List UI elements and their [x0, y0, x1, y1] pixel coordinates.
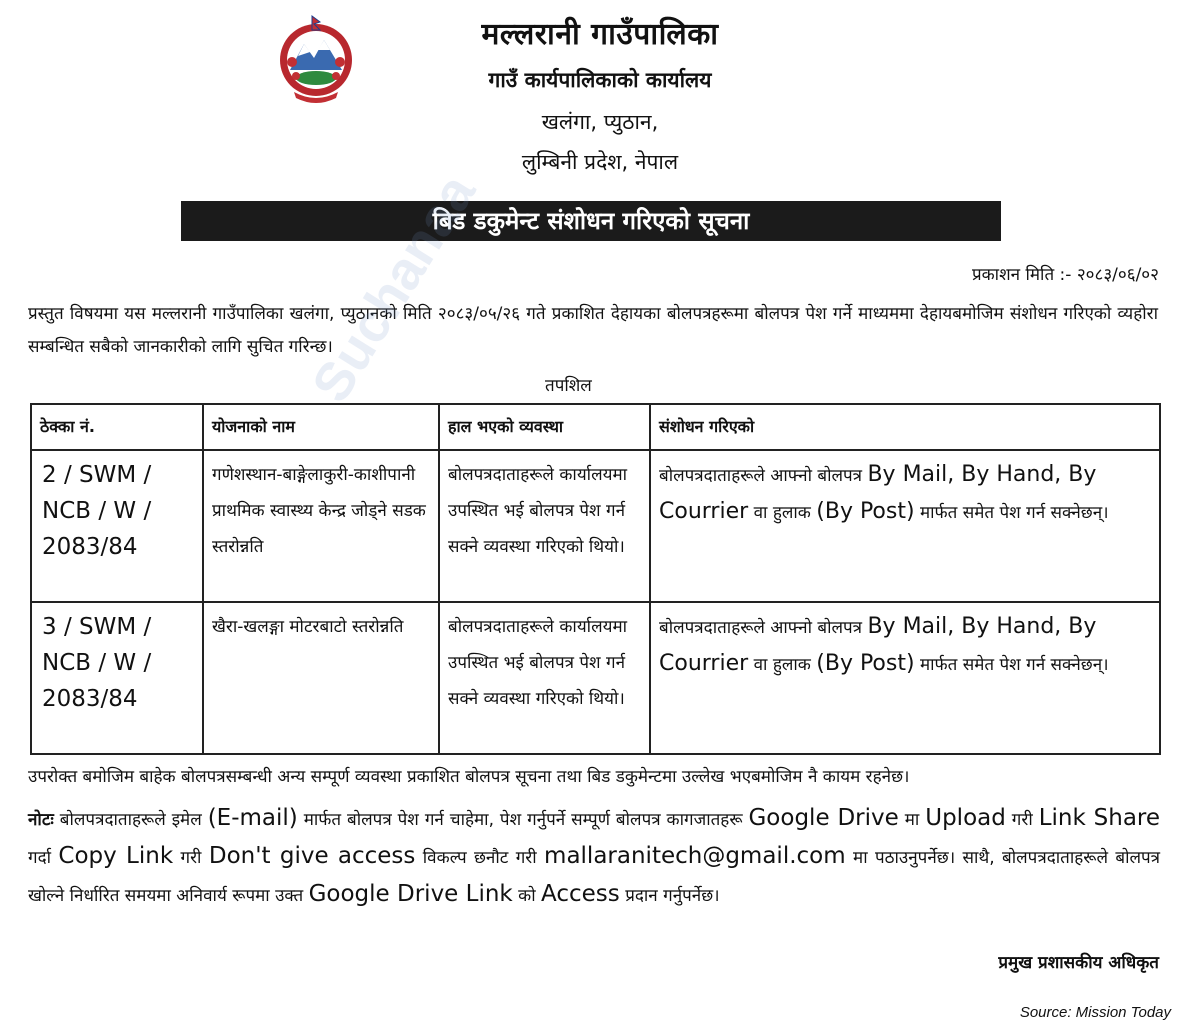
project-name: खैरा-खलङ्गा मोटरबाटो स्तरोन्नति: [203, 602, 439, 754]
amendment-text: बोलपत्रदाताहरूले आफ्नो बोलपत्र By Mail, By Hand, By Courrier वा हुलाक (By Post) मार्फत समेत पेश गर्न सक्नेछन्।: [650, 450, 1160, 602]
contract-number: 2 / SWM / NCB / W / 2083/84: [31, 450, 203, 602]
municipality-title: मल्लरानी गाउँपालिका: [481, 17, 719, 52]
contract-number: 3 / SWM / NCB / W / 2083/84: [31, 602, 203, 754]
address-line-2: लुम्बिनी प्रदेश, नेपाल: [521, 150, 679, 174]
amendment-text: बोलपत्रदाताहरूले आफ्नो बोलपत्र By Mail, By Hand, By Courrier वा हुलाक (By Post) मार्फत समेत पेश गर्न सक्नेछन्।: [650, 602, 1160, 754]
watermark: Suchanaa: [300, 164, 487, 413]
column-header-current-arrangement: हाल भएको व्यवस्था: [439, 404, 650, 450]
publication-date: प्रकाशन मिति :- २०८३/०६/०२: [971, 265, 1159, 285]
note-label: नोटः: [28, 810, 54, 830]
column-header-amendment: संशोधन गरिएको: [650, 404, 1160, 450]
table-header-row: [31, 404, 1160, 450]
current-arrangement: बोलपत्रदाताहरूले कार्यालयमा उपस्थित भई बोलपत्र पेश गर्न सक्ने व्यवस्था गरिएको थियो।: [439, 602, 650, 754]
source-credit: Source: Mission Today: [1019, 1004, 1171, 1021]
address-line-1: खलंगा, प्युठान,: [541, 110, 659, 134]
closing-paragraph: उपरोक्त बमोजिम बाहेक बोलपत्रसम्बन्धी अन्य सम्पूर्ण व्यवस्था प्रकाशित बोलपत्र सूचना तथा बिड डकुमेन्टमा उल्लेख भएबमोजिम नै कायम रहनेछ।: [28, 767, 910, 787]
signatory-title: प्रमुख प्रशासकीय अधिकृत: [998, 953, 1159, 973]
column-header-contract-no: ठेक्का नं.: [31, 404, 203, 450]
column-header-project-name: योजनाको नाम: [203, 404, 439, 450]
office-subtitle: गाउँ कार्यपालिकाको कार्यालय: [488, 68, 712, 92]
contact-email: mallaranitech@gmail.com: [544, 843, 846, 869]
project-name: गणेशस्थान-बाङ्गेलाकुरी-काशीपानी प्राथमिक स्वास्थ्य केन्द्र जोड्ने सडक स्तरोन्नति: [203, 450, 439, 602]
table-row: [31, 602, 1160, 754]
table-row: [31, 450, 1160, 602]
notice-banner: बिड डकुमेन्ट संशोधन गरिएको सूचना: [181, 201, 1001, 241]
amendment-table: [30, 403, 1161, 755]
note-paragraph: नोटः बोलपत्रदाताहरूले इमेल (E-mail) मार्फत बोलपत्र पेश गर्न चाहेमा, पेश गर्नुपर्ने सम्पूर्ण बोलपत्र कागजातहरू Google Drive मा Upload गरी Link Share गर्दा Copy Link गरी Don't give access विकल्प छनौट गरी mallaranitech@gmail.com मा पठाउनुपर्नेछ। साथै, बोलपत्रदाताहरूले बोलपत्र खोल्ने निर्धारित समयमा अनिवार्य रूपमा उक्त Google Drive Link को Access प्रदान गर्नुपर्नेछ।: [28, 805, 1161, 907]
current-arrangement: बोलपत्रदाताहरूले कार्यालयमा उपस्थित भई बोलपत्र पेश गर्न सक्ने व्यवस्था गरिएको थियो।: [439, 450, 650, 602]
intro-paragraph: प्रस्तुत विषयमा यस मल्लरानी गाउँपालिका खलंगा, प्युठानको मिति २०८३/०५/२६ गते प्रकाशित देहायका बोलपत्रहरूमा बोलपत्र पेश गर्ने माध्यममा देहायबमोजिम संशोधन गरिएको व्यहोरा सम्बन्धित सबैको जानकारीको लागि सुचित गरिन्छ।: [28, 304, 1158, 357]
details-heading: तपशिल: [545, 376, 592, 396]
